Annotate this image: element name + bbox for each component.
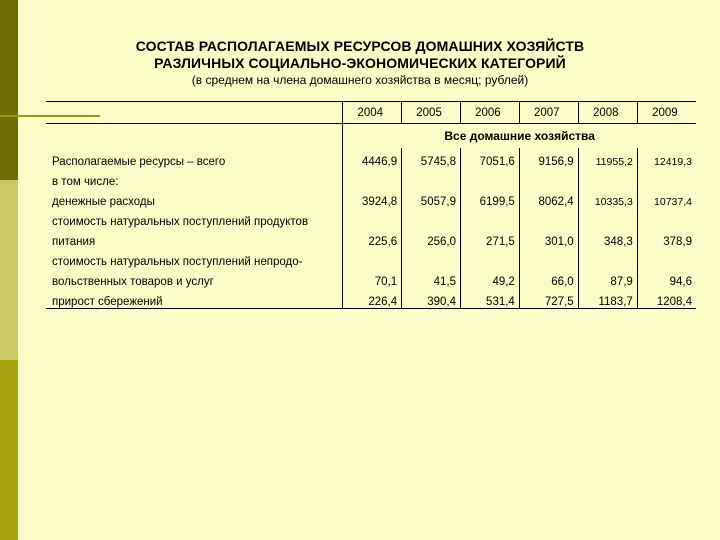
cell-empty xyxy=(402,168,461,188)
cell-value: 66,0 xyxy=(519,268,578,288)
cell-value: 11955,2 xyxy=(578,148,637,168)
cell-value: 4446,9 xyxy=(343,148,402,168)
cell-value: 256,0 xyxy=(402,228,461,248)
cell-value: 531,4 xyxy=(460,288,519,309)
row-label-line1: стоимость натуральных поступлений непродо- xyxy=(46,248,343,268)
cell-value: 87,9 xyxy=(578,268,637,288)
cell-value: 3924,8 xyxy=(343,188,402,208)
cell-empty xyxy=(637,248,696,268)
year-header: 2007 xyxy=(519,102,578,124)
cell-empty xyxy=(578,208,637,228)
title-subtitle: (в среднем на члена домашнего хозяйства в месяц; рублей) xyxy=(191,73,529,87)
cell-value: 390,4 xyxy=(402,288,461,309)
table-row xyxy=(46,148,696,168)
cell-empty xyxy=(460,208,519,228)
title-line-2: РАЗЛИЧНЫХ СОЦИАЛЬНО-ЭКОНОМИЧЕСКИХ КАТЕГОРИЙ xyxy=(154,55,566,71)
decor-stripe-middle xyxy=(0,180,18,360)
year-header: 2009 xyxy=(637,102,696,124)
cell-value: 225,6 xyxy=(343,228,402,248)
year-header: 2008 xyxy=(578,102,637,124)
cell-value: 6199,5 xyxy=(460,188,519,208)
cell-empty xyxy=(519,248,578,268)
section-title: Все домашние хозяйства xyxy=(444,129,595,143)
cell-empty xyxy=(637,208,696,228)
cell-empty xyxy=(343,248,402,268)
cell-value: 301,0 xyxy=(519,228,578,248)
cell-value: 8062,4 xyxy=(519,188,578,208)
table-row-label-line xyxy=(46,208,696,228)
cell-empty xyxy=(402,248,461,268)
cell-value: 41,5 xyxy=(402,268,461,288)
cell-empty xyxy=(343,168,402,188)
table-row xyxy=(46,168,696,188)
cell-empty xyxy=(637,168,696,188)
cell-value: 70,1 xyxy=(343,268,402,288)
section-empty-cell xyxy=(46,124,343,149)
cell-empty xyxy=(460,168,519,188)
cell-value: 94,6 xyxy=(669,276,692,288)
cell-empty xyxy=(402,208,461,228)
row-label-line2: питания xyxy=(46,228,343,248)
slide-title-block xyxy=(80,38,640,88)
decor-stripe-bottom xyxy=(0,360,18,540)
year-header-row xyxy=(46,102,696,124)
table-row xyxy=(46,288,696,309)
title-line-1: СОСТАВ РАСПОЛАГАЕМЫХ РЕСУРСОВ ДОМАШНИХ ХОЗЯЙСТВ xyxy=(135,38,585,54)
table-row xyxy=(46,228,696,248)
cell-value: 1183,7 xyxy=(578,288,637,309)
cell-value: 12419,3 xyxy=(654,156,692,168)
cell-value: 49,2 xyxy=(460,268,519,288)
cell-value: 727,5 xyxy=(519,288,578,309)
year-header: 2004 xyxy=(343,102,402,124)
row-label: денежные расходы xyxy=(46,188,343,208)
cell-value: 5745,8 xyxy=(402,148,461,168)
header-empty-cell xyxy=(46,102,343,124)
table-row xyxy=(46,268,696,288)
cell-value: 226,4 xyxy=(343,288,402,309)
cell-value: 10335,3 xyxy=(578,188,637,208)
cell-value: 7051,6 xyxy=(460,148,519,168)
row-label: прирост сбережений xyxy=(46,288,343,309)
cell-value: 9156,9 xyxy=(519,148,578,168)
cell-value: 348,3 xyxy=(578,228,637,248)
cell-empty xyxy=(519,208,578,228)
table-row-label-line xyxy=(46,248,696,268)
row-label-line1: стоимость натуральных поступлений продуктов xyxy=(46,208,343,228)
row-label: в том числе: xyxy=(46,168,343,188)
decor-stripe-top xyxy=(0,0,18,180)
cell-empty xyxy=(519,168,578,188)
cell-empty xyxy=(343,208,402,228)
cell-empty xyxy=(460,248,519,268)
cell-value: 10737,4 xyxy=(654,196,692,208)
cell-empty xyxy=(578,248,637,268)
cell-value: 1208,4 xyxy=(637,288,696,309)
cell-value: 5057,9 xyxy=(402,188,461,208)
resources-table xyxy=(46,101,696,309)
cell-value: 378,9 xyxy=(663,236,692,248)
year-header: 2006 xyxy=(460,102,519,124)
row-label: Располагаемые ресурсы – всего xyxy=(46,148,343,168)
year-header: 2005 xyxy=(402,102,461,124)
cell-empty xyxy=(578,168,637,188)
section-header-row xyxy=(46,124,696,149)
table-row xyxy=(46,188,696,208)
row-label-line2: вольственных товаров и услуг xyxy=(46,268,343,288)
cell-value: 271,5 xyxy=(460,228,519,248)
